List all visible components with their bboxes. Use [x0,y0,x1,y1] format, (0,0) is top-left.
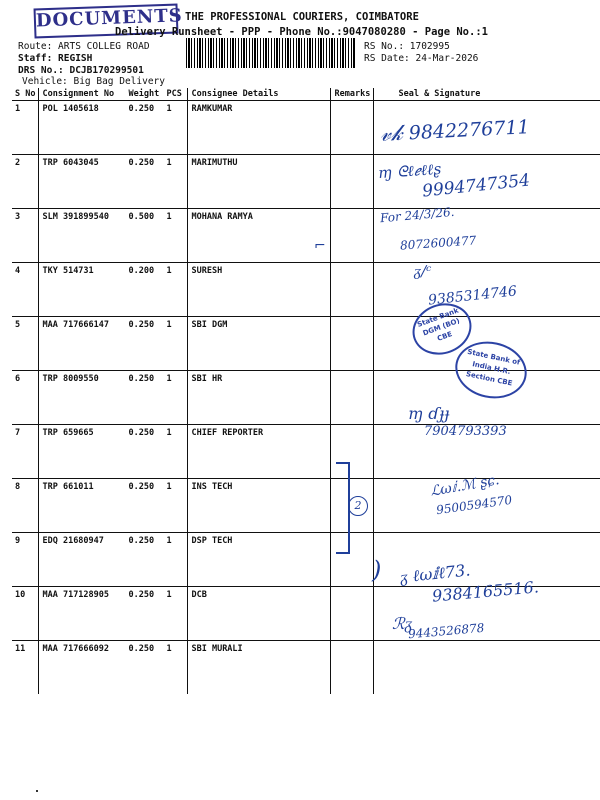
cell-remarks [331,641,374,695]
remarks-mark: ⌐ [314,238,326,254]
cell-consignee: MARIMUTHU [188,155,331,209]
handwritten-signature-11-scribble: ℛᵹ [392,614,413,633]
cell-consignment: TRP 8009550 [39,371,126,425]
route-text: Route: ARTS COLLEG ROAD [18,41,150,52]
cell-pcs: 1 [163,317,188,371]
cell-weight: 0.250 [125,371,163,425]
barcode [186,38,356,68]
cell-weight: 0.250 [128,104,155,114]
cell-pcs: 1 [163,587,188,641]
cell-weight: 0.250 [125,155,163,209]
cell-sno: 9 [12,533,39,587]
handwritten-signature-4-scribble: ᵹ∕ᶜ [414,262,432,280]
rs-date-text: RS Date: 24-Mar-2026 [364,53,479,64]
col-sno: S No [12,88,39,101]
cell-consignee: SURESH [188,263,331,317]
cell-remarks [331,371,374,425]
handwritten-signature-2-scribble: ɱ ᘓℓℯℓℓʂ [377,159,442,183]
cell-weight: 0.250 [125,317,163,371]
bracket-mark-2: ) [372,556,382,584]
cell-sno: 10 [12,587,39,641]
cell-pcs: 1 [166,104,172,114]
table-row [12,533,600,587]
cell-pcs: 1 [163,209,188,263]
handwritten-signature-1: 𝓋𝓀 9842276711 [379,116,531,147]
cell-remarks [331,263,374,317]
rs-no-text: RS No.: 1702995 [364,41,450,52]
staff-text: Staff: REGISH [18,53,93,64]
cell-consignee: DSP TECH [188,533,331,587]
cell-remarks [331,101,374,155]
cell-remarks [331,209,374,263]
cell-sno: 4 [12,263,39,317]
handwritten-signature-9: 9500594570 [435,492,513,518]
cell-consignee: INS TECH [188,479,331,533]
cell-consignee: SBI DGM [188,317,331,371]
col-consignee: Consignee Details [188,88,331,101]
vehicle-text: Vehicle: Big Bag Delivery [22,76,165,87]
cell-consignee: CHIEF REPORTER [188,425,331,479]
col-seal-signature: Seal & Signature [374,88,600,101]
handwritten-signature-3-note: For 24/3/26. [379,204,455,226]
cell-consignment: TRP 661011 [39,479,126,533]
table-header-row [12,88,600,101]
handwritten-signature-4: 9385314746 [427,283,518,309]
handwritten-signature-10: 9384165516. [431,577,540,606]
cell-pcs: 1 [163,533,188,587]
cell-pcs: 1 [163,263,188,317]
cell-pcs: 1 [163,371,188,425]
table-row [12,425,600,479]
cell-sno: 3 [12,209,39,263]
cell-sno: 1 [15,104,21,114]
col-pcs: PCS [163,88,188,101]
handwritten-signature-2: 9994747354 [421,170,531,202]
handwritten-signature-7: 7904793393 [424,424,507,439]
cell-consignment: MAA 717666092 [39,641,126,695]
cell-sno: 8 [12,479,39,533]
circled-2-mark: 2 [348,496,368,516]
runsheet-subtitle: Delivery Runsheet - PPP - Phone No.:9047080280 - Page No.:1 [115,26,488,38]
handwritten-signature-11: 9443526878 [407,620,485,642]
cell-consignee: RAMKUMAR [188,101,331,155]
cell-consignee: SBI HR [188,371,331,425]
cell-consignment: MAA 717666147 [39,317,126,371]
handwritten-signature-10-scribble: ᵹ ℓωⅈℓ73. [399,560,472,587]
page-speck [36,790,38,792]
cell-sno: 6 [12,371,39,425]
handwritten-signature-9-scribble: ℒωⅈ.ℳ ʂɕ. [429,472,501,500]
cell-consignment: EDQ 21680947 [39,533,126,587]
cell-weight: 0.250 [125,533,163,587]
table-row [12,641,600,695]
cell-consignment: POL 1405618 [39,101,126,155]
cell-sno: 11 [12,641,39,695]
col-remarks: Remarks [331,88,374,101]
cell-weight: 0.250 [125,479,163,533]
cell-consignee: MOHANA RAMYA [188,209,331,263]
cell-pcs: 1 [163,155,188,209]
cell-consignment: TRP 659665 [39,425,126,479]
cell-sno: 2 [12,155,39,209]
sbi-hr-seal: State Bank of India H.R. Section CBE [450,335,532,405]
company-title: THE PROFESSIONAL COURIERS, COIMBATORE [185,11,419,23]
cell-consignment: MAA 717128905 [39,587,126,641]
cell-remarks [331,587,374,641]
cell-consignment: TRP 6043045 [39,155,126,209]
cell-weight: 0.500 [125,209,163,263]
cell-consignee: SBI MURALI [188,641,331,695]
table-row [12,209,600,263]
cell-weight: 0.200 [125,263,163,317]
col-weight: Weight [125,88,163,101]
sbi-dgm-seal: State Bank DGM (BO) CBE [405,295,478,363]
cell-remarks [331,317,374,371]
col-consignment: Consignment No [39,88,126,101]
cell-sno: 5 [12,317,39,371]
cell-consignee: DCB [188,587,331,641]
cell-consignment: SLM 391899540 [39,209,126,263]
cell-weight: 0.250 [125,641,163,695]
cell-weight: 0.250 [125,587,163,641]
handwritten-signature-3: 8072600477 [399,233,477,253]
handwritten-signature-7-scribble: ɱ ɗɟɟ [408,404,450,423]
cell-remarks [331,155,374,209]
cell-consignment: TKY 514731 [39,263,126,317]
cell-weight: 0.250 [125,425,163,479]
cell-sno: 7 [12,425,39,479]
documents-stamp: DOCUMENTS [34,3,179,38]
cell-pcs: 1 [163,479,188,533]
cell-signature [374,641,600,695]
cell-pcs: 1 [163,425,188,479]
cell-pcs: 1 [163,641,188,695]
drs-text: DRS No.: DCJB170299501 [18,65,144,76]
